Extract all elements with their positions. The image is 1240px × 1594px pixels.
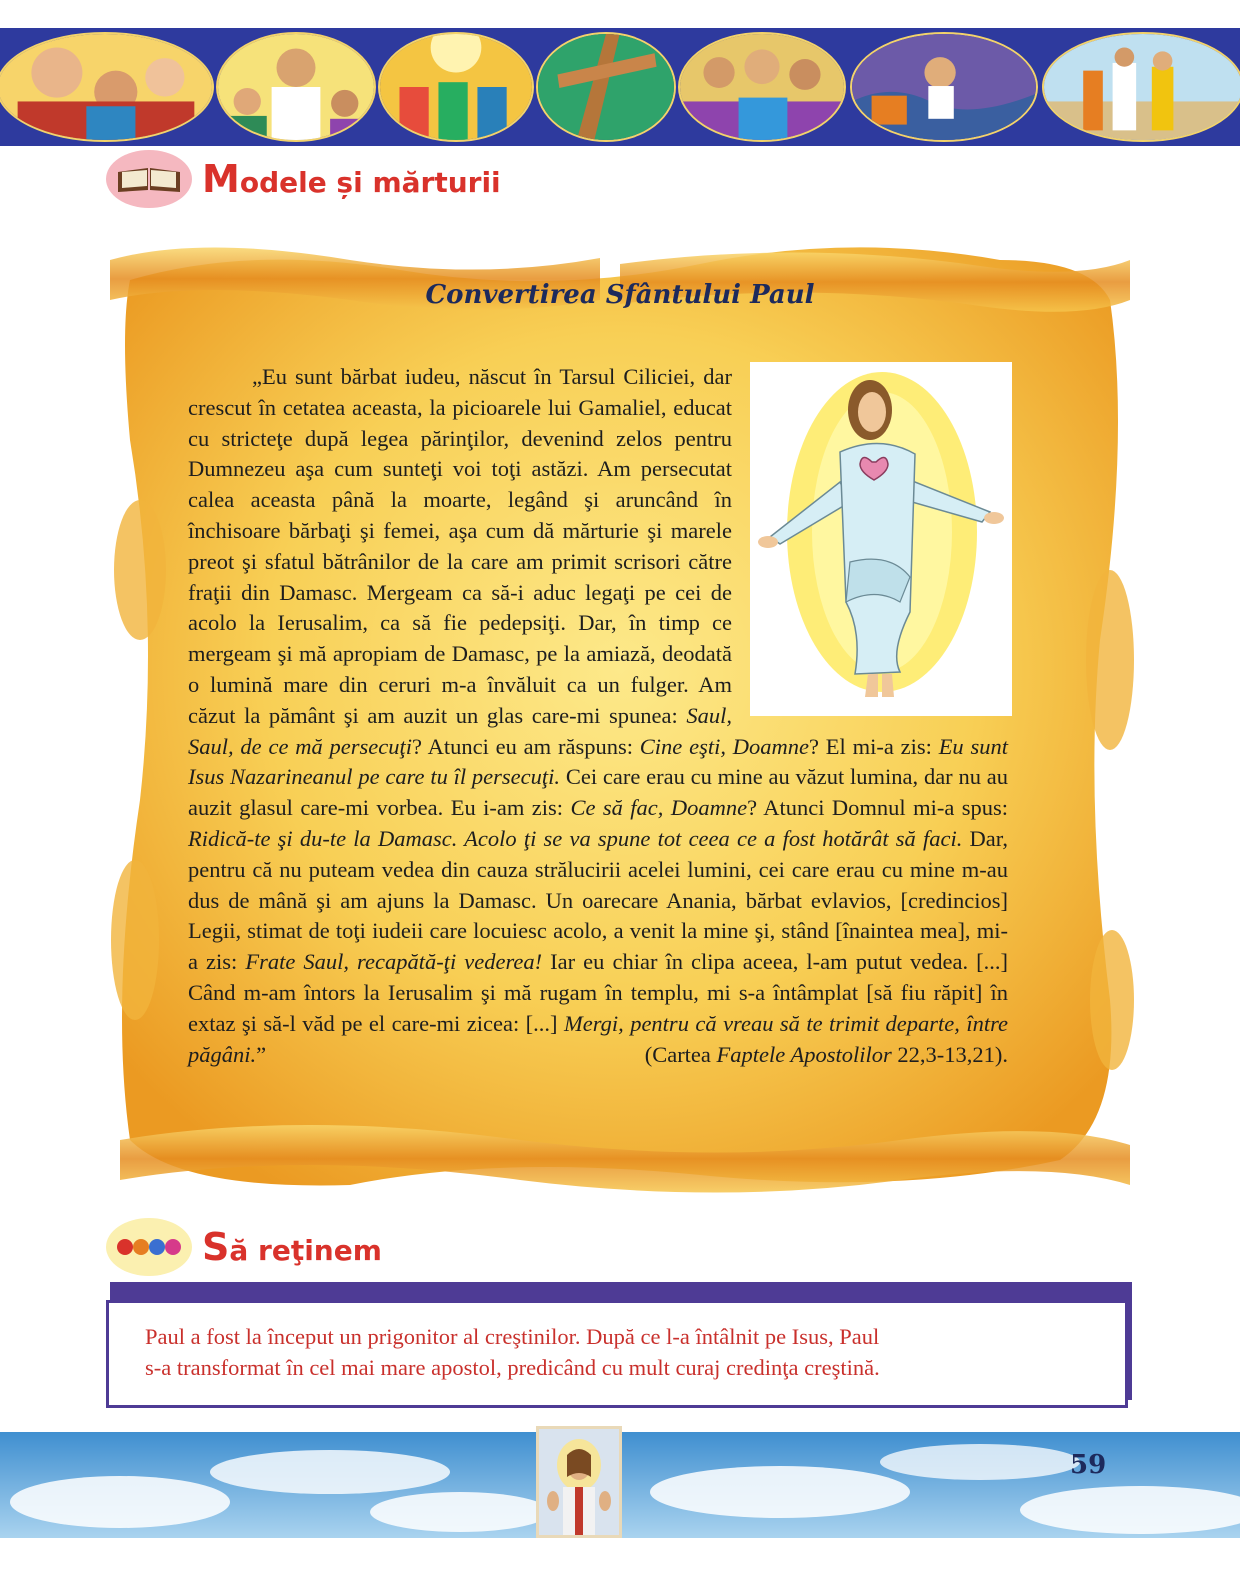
colored-dots-icon <box>106 1218 192 1276</box>
top-banner <box>0 28 1240 146</box>
banner-illustration-cross <box>536 32 676 142</box>
story-quote-saul: Saul, Saul, de ce mă persecuţi <box>188 702 732 759</box>
banner-illustration-pentecost <box>378 32 534 142</box>
banner-illustration-disciples-walking <box>1042 32 1240 142</box>
story-text-6: Dar, pentru că nu puteam vedea din cauza strălucirii acelei lumini, cei care erau cu mine m-au dus de mână şi am ajuns la Damasc. Un oarecare Anania, bărbat evlavios, [credincios] Legii, stimat de toţi iudeii care locuiesc acolo, a venit la mine şi, stând [înaintea mea], mi-a zis: <box>188 825 1008 975</box>
section-title: Modele și mărturii <box>202 157 501 201</box>
bottom-jesus-illustration <box>536 1426 622 1538</box>
story-text-3: ? El mi-a zis: <box>809 733 939 759</box>
story-text-5: ? Atunci Domnul mi-a spus: <box>747 795 1008 821</box>
story-text-1: „Eu sunt bărbat iudeu, născut în Tarsul Ciliciei, dar crescut în cetatea aceasta, la picioarele lui Gamaliel, educat cu stricteţe după legea părinţilor, devenind zelos pentru Dumnezeu aşa cum sunteţi voi toţi astăzi. Am persecutat calea aceasta până la moarte, legând şi aruncând în închisoare bărbaţi şi femei, aşa cum dă mărturie şi marele preot şi sfatul bătrânilor de la care am primit scrisori către fraţii din Damasc. Mergeam ca să-i aduc legaţi pe cei de acolo la Ierusalim, ca să fie pedepsiţi. Dar, în timp ce mergeam şi mă apropiam de Damasc, pe la amiază, deodată o lumină mare din ceruri m-a învăluit ca un fulger. Am căzut la pământ şi am auzit un glas care-mi spunea: <box>188 364 732 728</box>
story-title: Convertirea Sfântului Paul <box>425 280 815 310</box>
story-quote-ce-sa-fac: Ce să fac, Doamne <box>570 795 748 821</box>
risen-jesus-illustration <box>750 362 1012 716</box>
story-text-8: ” <box>256 1041 267 1067</box>
story-text-4: Cei care erau cu mine au văzut lumina, dar nu au auzit glasul care-mi vorbea. Eu i-am zis: <box>188 764 1009 821</box>
open-book-icon <box>106 150 192 208</box>
story-quote-mergi: Mergi, pentru că vreau să te trimit departe, între păgâni. <box>188 1010 1008 1067</box>
story-quote-ridica: Ridică-te şi du-te la Damasc. Acolo ţi se va spune tot ceea ce a fost hotărât să faci. <box>188 825 963 851</box>
section-heading-retinem <box>106 1218 382 1276</box>
banner-illustration-jesus-crowd <box>216 32 376 142</box>
parchment-scroll <box>100 240 1140 1210</box>
retinem-title: Să reţinem <box>202 1225 382 1269</box>
story-text-7: Iar eu chiar în clipa aceea, l-am putut vedea. [...] Când m-am întors la Ierusalim şi mă rugam în templu, mi s-a întâmplat [să fiu răpit] în extaz şi să-l văd pe el care-mi zicea: [...] <box>188 949 1008 1036</box>
summary-line-2: s-a transformat în cel mai mare apostol, predicând cu mult curaj credinţa creştină. <box>145 1355 880 1380</box>
banner-illustration-last-supper <box>678 32 846 142</box>
banner-illustration-storm <box>850 32 1038 142</box>
summary-box <box>106 1300 1128 1408</box>
banner-illustration-children <box>0 32 214 142</box>
story-quote-frate-saul: Frate Saul, recapătă-ţi vederea! <box>245 949 543 975</box>
summary-line-1: Paul a fost la început un prigonitor al creştinilor. După ce l-a întâlnit pe Isus, Paul <box>145 1324 880 1349</box>
story-body <box>188 362 1008 1070</box>
story-quote-isus: Eu sunt Isus Nazarineanul pe care tu îl persecuţi. <box>188 733 1008 790</box>
story-quote-cine: Cine eşti, Doamne <box>639 733 809 759</box>
story-text-2: ? Atunci eu am răspuns: <box>412 733 640 759</box>
section-heading-modele <box>106 150 501 208</box>
bible-reference: (Cartea Faptele Apostolilor 22,3-13,21). <box>644 1041 1008 1067</box>
page-number: 59 <box>1070 1450 1107 1480</box>
